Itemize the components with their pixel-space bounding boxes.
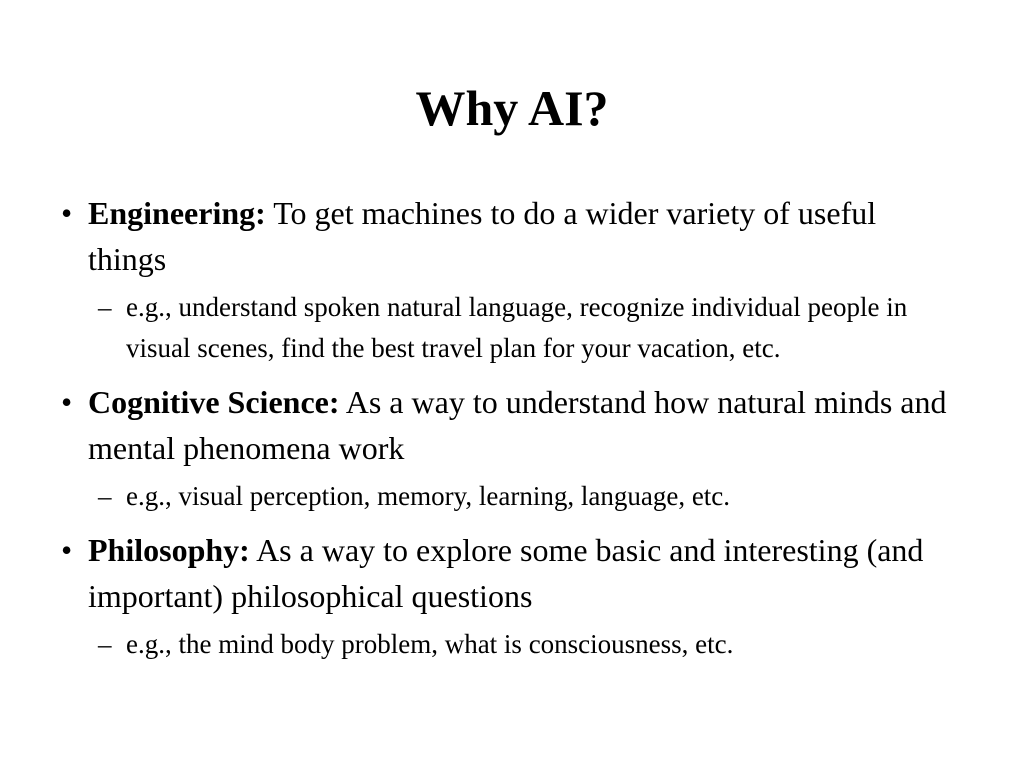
sub-bullet-text: e.g., understand spoken natural language, recognize individual people in visual scenes, find the best travel plan for your vacation, etc. [126, 292, 908, 363]
bullet-item [58, 527, 958, 619]
bullet-text: As a way to explore some basic and interesting (and important) philosophical questions [88, 532, 924, 614]
bullet-text: To get machines to do a wider variety of useful things [88, 195, 877, 277]
sub-bullet-text: e.g., visual perception, memory, learning, language, etc. [126, 481, 731, 511]
bullet-lead: Philosophy: [88, 532, 250, 568]
sub-bullet-item [98, 287, 926, 369]
bullet-lead: Engineering: [88, 195, 266, 231]
bullet-icon: • [61, 532, 73, 568]
bullet-icon: • [61, 195, 73, 231]
bullet-group-cognitive-science [58, 379, 958, 517]
bullet-text: As a way to understand how natural minds and mental phenomena work [88, 384, 947, 466]
bullet-icon: • [61, 384, 73, 420]
bullet-group-philosophy [58, 527, 958, 665]
bullet-item [58, 190, 958, 282]
sub-bullet-item [98, 624, 958, 665]
bullet-lead: Cognitive Science: [88, 384, 340, 420]
bullet-item [58, 379, 958, 471]
dash-icon: – [98, 292, 112, 322]
bullet-group-engineering [58, 190, 958, 369]
sub-bullet-text: e.g., the mind body problem, what is consciousness, etc. [126, 629, 734, 659]
dash-icon: – [98, 629, 112, 659]
slide-title: Why AI? [415, 80, 609, 136]
sub-bullet-item [98, 476, 958, 517]
dash-icon: – [98, 481, 112, 511]
bullet-list [58, 190, 958, 675]
